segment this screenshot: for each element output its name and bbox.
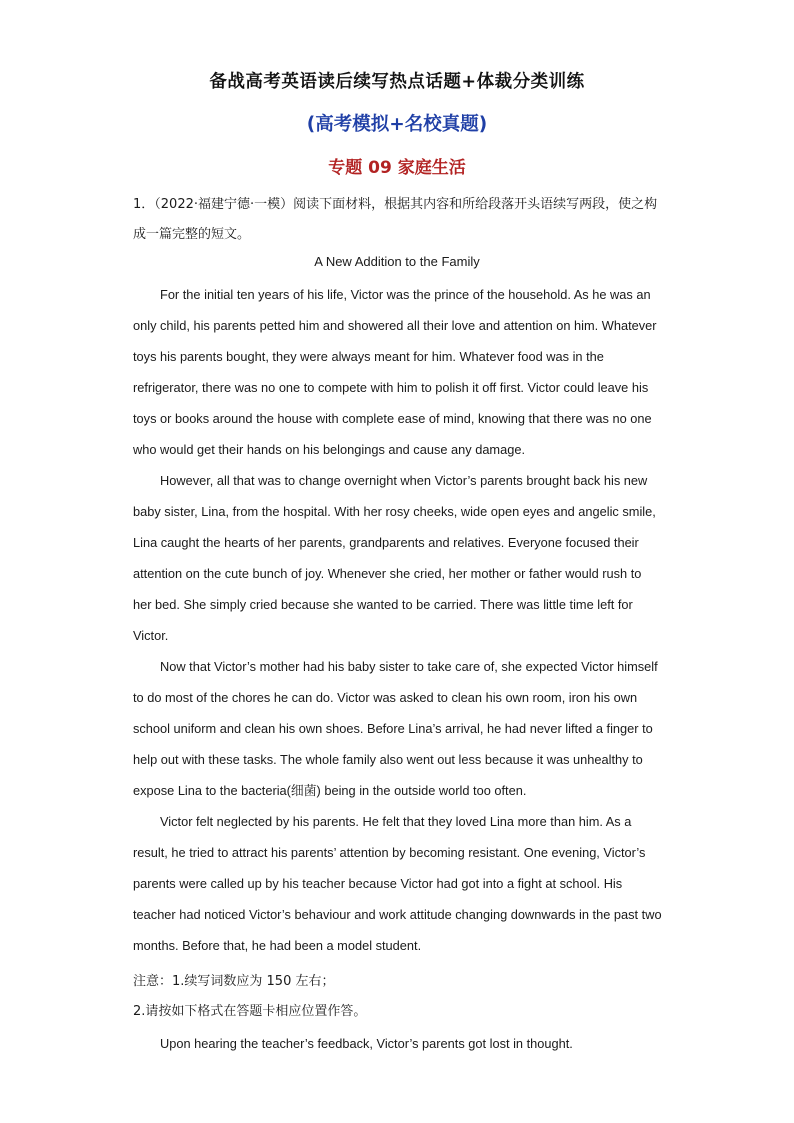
story-paragraph: However, all that was to change overnight when Victor’s parents brought back his new baby sister, Lina, from the hospital. With her rosy cheeks, wide open eyes and angelic smile, Lina caught the hearts of her parents, grandparents and relatives. Everyone focused their attention on the cute bunch of joy. Whenever she cried, her mother or father would rush to her bed. She simply cried because she wanted to be carried. There was little time left for Victor.: [133, 473, 656, 643]
topic-title: 专题 09 家庭生活: [328, 158, 466, 178]
question-instruction: 1．（2022·福建宁德·一模）阅读下面材料，根据其内容和所给段落开头语续写两段，使之构成一篇完整的短文。: [133, 197, 658, 242]
main-title: 备战高考英语读后续写热点话题+体裁分类训练: [209, 72, 585, 92]
note-answer-format: 2.请按如下格式在答题卡相应位置作答。: [133, 1004, 367, 1019]
story-title: A New Addition to the Family: [314, 254, 480, 269]
story-paragraph: For the initial ten years of his life, Victor was the prince of the household. As he was an only child, his parents petted him and showered all their love and attention on him. Whatever toys his parents bought, they were always meant for him. Whatever food was in the refrigerator, there was no one to compete with him to polish it off first. Victor could leave his toys or books around the house with complete ease of mind, knowing that there was no one who would get their hands on his belongings and cause any damage.: [133, 287, 657, 457]
note-word-count: 注意：1.续写词数应为 150 左右；: [133, 974, 335, 989]
paragraph-starter: Upon hearing the teacher’s feedback, Victor’s parents got lost in thought.: [160, 1036, 573, 1051]
story-paragraph: Victor felt neglected by his parents. He felt that they loved Lina more than him. As a result, he tried to attract his parents’ attention by becoming resistant. One evening, Victor’s parents were called up by his teacher because Victor had got into a fight at school. His teacher had noticed Victor’s behaviour and work attitude changing downwards in the past two months. Before that, he had been a model student.: [133, 814, 662, 953]
writing-notes: [133, 967, 663, 1027]
sub-title: (高考模拟+名校真题): [306, 114, 488, 135]
story-body: [133, 279, 663, 961]
story-paragraph: Now that Victor’s mother had his baby sister to take care of, she expected Victor himself to do most of the chores he can do. Victor was asked to clean his own room, iron his own school uniform and clean his own shoes. Before Lina’s arrival, he had never lifted a finger to help out with these tasks. The whole family also went out less because it was unhealthy to expose Lina to the bacteria(细菌) being in the outside world too often.: [133, 659, 658, 798]
